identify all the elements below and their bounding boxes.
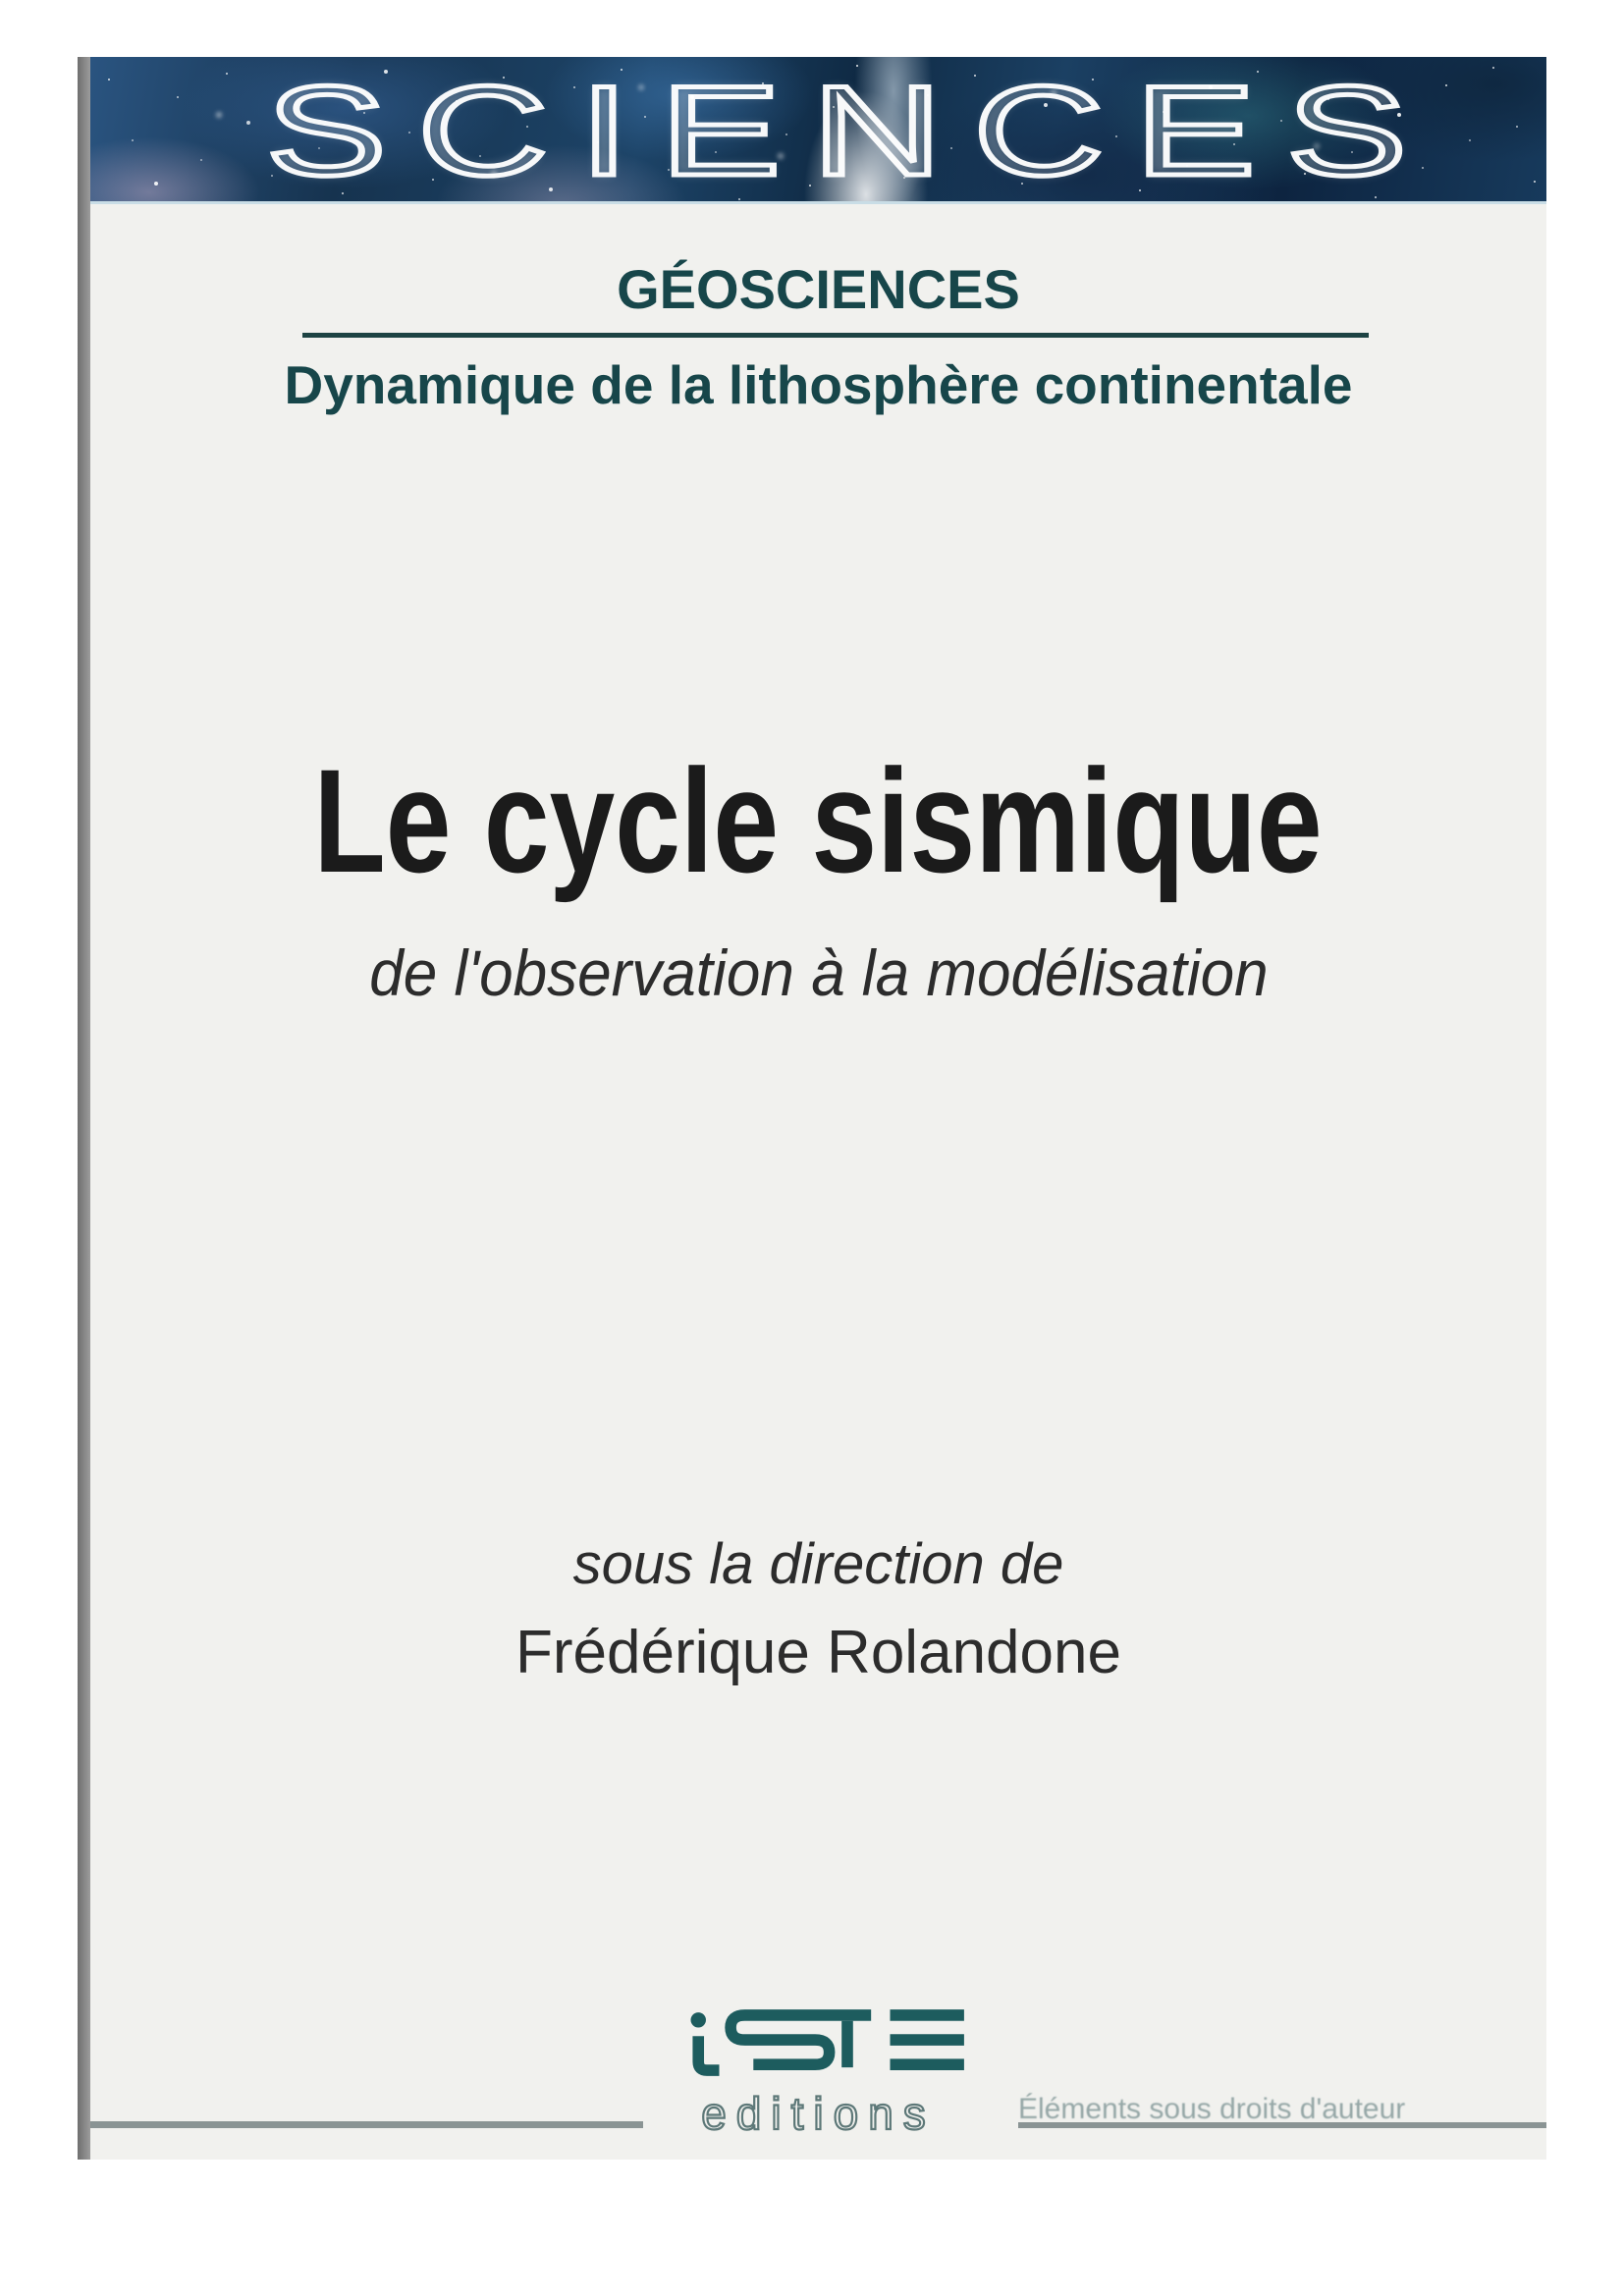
sciences-brand-wordmark: SCIENCES xyxy=(265,59,1438,202)
series-title: Dynamique de la lithosphère continentale xyxy=(284,354,1353,415)
iste-i-stem xyxy=(698,2036,719,2070)
editor-name: Frédérique Rolandone xyxy=(515,1619,1121,1686)
copyright-notice: Éléments sous droits d'auteur xyxy=(1018,2093,1406,2125)
footer-rule-left xyxy=(90,2121,643,2128)
sciences-banner xyxy=(90,57,1546,204)
direction-label: sous la direction de xyxy=(572,1532,1064,1596)
iste-i-dot xyxy=(690,2012,705,2027)
book-cover xyxy=(90,57,1546,2160)
collection-name: GÉOSCIENCES xyxy=(617,258,1020,320)
book-spine-edge xyxy=(78,57,90,2160)
iste-e-glyph xyxy=(890,2015,963,2064)
collection-divider-rule xyxy=(302,333,1369,338)
book-subtitle: de l'observation à la modélisation xyxy=(368,936,1269,1009)
publisher-tagline: editions xyxy=(701,2088,936,2139)
book-title: Le cycle sismique xyxy=(313,738,1324,903)
iste-publisher-logo xyxy=(684,2008,969,2077)
